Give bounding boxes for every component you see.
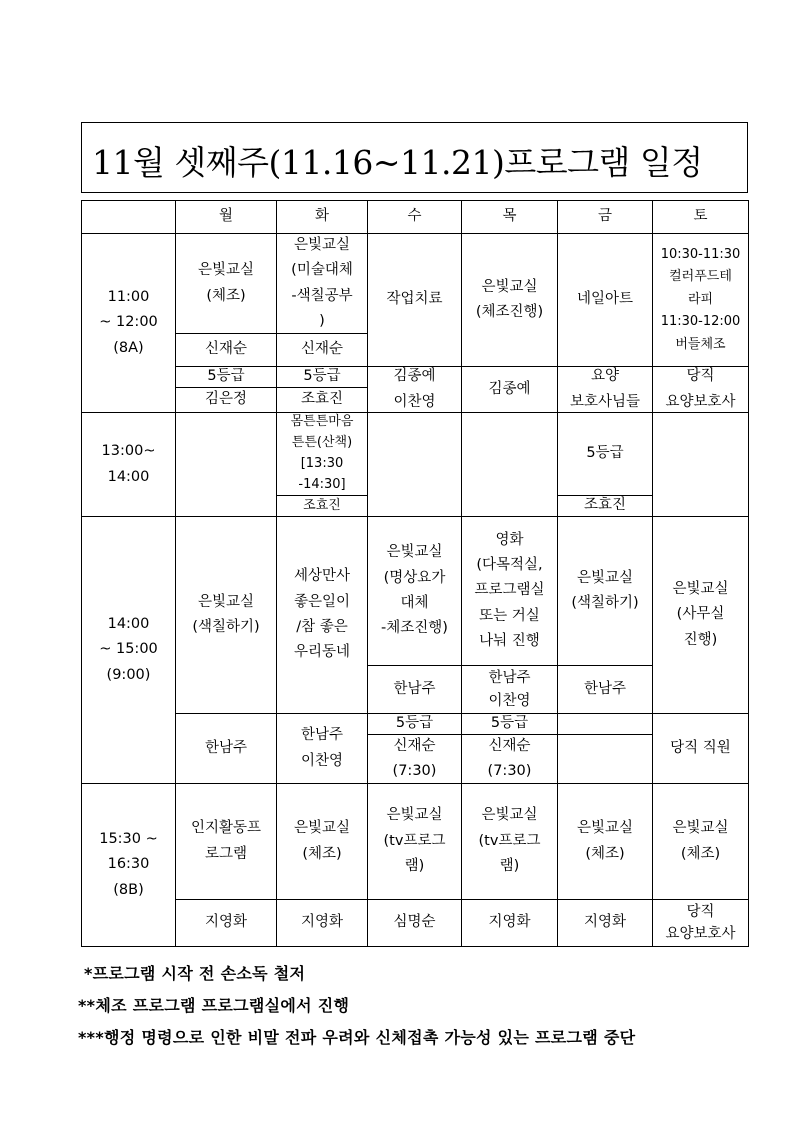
slot2-fri-program: 5등급	[557, 412, 653, 496]
slot1-tue-staff: 신재순	[276, 333, 368, 367]
slot3-thu-staff2: 신재순 (7:30)	[461, 734, 558, 784]
slot2-tue-staff: 조효진	[276, 495, 368, 517]
slot1-tue-grade: 5등급	[276, 366, 368, 388]
slot1-mon-grade: 5등급	[175, 366, 277, 388]
slot3-mon-program: 은빛교실 (색칠하기)	[175, 516, 277, 714]
slot1-thu-program: 은빛교실 (체조진행)	[461, 233, 558, 367]
notes	[78, 958, 635, 1054]
slot4-thu-staff: 지영화	[461, 899, 558, 947]
slot3-fri-grade-empty	[557, 713, 653, 735]
slot3-wed-staff1: 한남주	[367, 665, 462, 714]
slot1-sat-staff: 당직 요양보호사	[652, 366, 749, 413]
slot1-time: 11:00 ~ 12:00 (8A)	[81, 233, 176, 413]
note-1: *프로그램 시작 전 손소독 철저	[84, 964, 306, 983]
slot1-wed-staff: 김종예 이찬영	[367, 366, 462, 413]
slot3-thu-program: 영화 (다목적실, 프로그램실 또는 거실 나눠 진행	[461, 516, 558, 666]
slot3-tue-program: 세상만사 좋은일이 /참 좋은 우리동네	[276, 516, 368, 714]
slot3-sat-staff: 당직 직원	[652, 713, 749, 784]
slot1-tue-name: 조효진	[276, 387, 368, 413]
slot2-mon-empty	[175, 412, 277, 517]
slot2-sat-empty	[652, 412, 749, 517]
header-wed: 수	[367, 200, 462, 234]
slot1-thu-staff: 김종예	[461, 366, 558, 413]
note-2: **체조 프로그램 프로그램실에서 진행	[78, 996, 350, 1015]
slot4-fri-staff: 지영화	[557, 899, 653, 947]
slot2-tue-program: 몸튼튼마음 튼튼(산책) [13:30 -14:30]	[276, 412, 368, 496]
slot4-thu-program: 은빛교실 (tv프로그 램)	[461, 783, 558, 900]
slot2-wed-empty	[367, 412, 462, 517]
slot1-wed-program: 작업치료	[367, 233, 462, 367]
slot3-fri-program: 은빛교실 (색칠하기)	[557, 516, 653, 666]
slot2-fri-staff: 조효진	[557, 495, 653, 517]
slot4-time: 15:30 ~ 16:30 (8B)	[81, 783, 176, 947]
slot3-thu-staff1: 한남주 이찬영	[461, 665, 558, 714]
slot3-fri-staff2-empty	[557, 734, 653, 784]
slot3-thu-grade: 5등급	[461, 713, 558, 735]
slot3-fri-staff1: 한남주	[557, 665, 653, 714]
slot4-fri-program: 은빛교실 (체조)	[557, 783, 653, 900]
slot1-fri-staff: 요양 보호사님들	[557, 366, 653, 413]
header-mon: 월	[175, 200, 277, 234]
header-tue: 화	[276, 200, 368, 234]
slot3-time: 14:00 ~ 15:00 (9:00)	[81, 516, 176, 784]
slot4-wed-staff: 심명순	[367, 899, 462, 947]
header-fri: 금	[557, 200, 653, 234]
slot4-mon-program: 인지활동프 로그램	[175, 783, 277, 900]
slot3-wed-grade: 5등급	[367, 713, 462, 735]
page-title: 11월 셋째주(11.16~11.21)프로그램 일정	[92, 143, 703, 182]
slot2-time: 13:00~ 14:00	[81, 412, 176, 517]
slot1-mon-staff: 신재순	[175, 333, 277, 367]
note-3: ***행정 명령으로 인한 비말 전파 우려와 신체접촉 가능성 있는 프로그램 중단	[78, 1028, 636, 1047]
slot4-wed-program: 은빛교실 (tv프로그 램)	[367, 783, 462, 900]
slot1-mon-program: 은빛교실 (체조)	[175, 233, 277, 334]
header-thu: 목	[461, 200, 558, 234]
slot2-thu-empty	[461, 412, 558, 517]
slot3-wed-staff2: 신재순 (7:30)	[367, 734, 462, 784]
title-box	[81, 122, 748, 193]
slot3-tue-staff: 한남주 이찬영	[276, 713, 368, 784]
slot3-sat-program: 은빛교실 (사무실 진행)	[652, 516, 749, 714]
slot1-fri-program: 네일아트	[557, 233, 653, 367]
slot3-mon-staff: 한남주	[175, 713, 277, 784]
slot4-sat-program: 은빛교실 (체조)	[652, 783, 749, 900]
slot1-mon-name: 김은정	[175, 387, 277, 413]
slot4-mon-staff: 지영화	[175, 899, 277, 947]
slot1-sat-program: 10:30-11:30 컬러푸드테 라피 11:30-12:00 버들체조	[652, 233, 749, 367]
slot4-sat-staff: 당직 요양보호사	[652, 899, 749, 947]
header-blank	[81, 200, 176, 234]
slot4-tue-staff: 지영화	[276, 899, 368, 947]
header-sat: 토	[652, 200, 749, 234]
slot3-wed-program: 은빛교실 (명상요가 대체 -체조진행)	[367, 516, 462, 666]
slot1-tue-program: 은빛교실 (미술대체 -색칠공부 )	[276, 233, 368, 334]
slot4-tue-program: 은빛교실 (체조)	[276, 783, 368, 900]
